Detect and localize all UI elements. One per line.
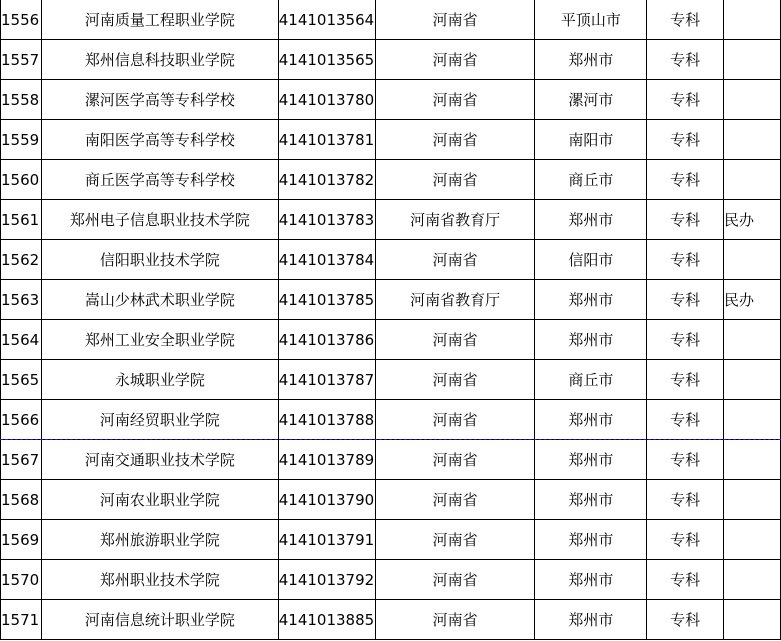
table-row [1, 0, 781, 40]
authority-cell: 河南省 [375, 400, 535, 440]
row-number-cell: 1566 [1, 400, 42, 440]
note-cell [724, 600, 781, 640]
row-number-cell: 1560 [1, 160, 42, 200]
table-body [1, 0, 781, 640]
level-cell: 专科 [647, 360, 724, 400]
school-name-cell: 河南信息统计职业学院 [41, 600, 278, 640]
level-cell: 专科 [647, 600, 724, 640]
row-number-cell: 1567 [1, 440, 42, 480]
school-name-cell: 郑州职业技术学院 [41, 560, 278, 600]
school-name-cell: 河南农业职业学院 [41, 480, 278, 520]
school-code-cell: 4141013784 [278, 240, 375, 280]
school-code-cell: 4141013792 [278, 560, 375, 600]
level-cell: 专科 [647, 440, 724, 480]
city-cell: 郑州市 [535, 560, 647, 600]
school-name-cell: 商丘医学高等专科学校 [41, 160, 278, 200]
city-cell: 漯河市 [535, 80, 647, 120]
note-cell [724, 0, 781, 40]
school-code-cell: 4141013785 [278, 280, 375, 320]
school-code-cell: 4141013791 [278, 520, 375, 560]
city-cell: 郑州市 [535, 400, 647, 440]
school-code-cell: 4141013565 [278, 40, 375, 80]
level-cell: 专科 [647, 200, 724, 240]
table-row [1, 280, 781, 320]
row-number-cell: 1558 [1, 80, 42, 120]
row-number-cell: 1571 [1, 600, 42, 640]
table-row [1, 600, 781, 640]
level-cell: 专科 [647, 120, 724, 160]
city-cell: 南阳市 [535, 120, 647, 160]
table-row [1, 80, 781, 120]
note-cell [724, 80, 781, 120]
city-cell: 商丘市 [535, 160, 647, 200]
city-cell: 郑州市 [535, 520, 647, 560]
note-cell: 民办 [724, 280, 781, 320]
note-cell [724, 520, 781, 560]
table-row [1, 120, 781, 160]
table-row [1, 560, 781, 600]
note-cell [724, 400, 781, 440]
school-name-cell: 河南经贸职业学院 [41, 400, 278, 440]
row-number-cell: 1569 [1, 520, 42, 560]
authority-cell: 河南省 [375, 520, 535, 560]
level-cell: 专科 [647, 80, 724, 120]
level-cell: 专科 [647, 280, 724, 320]
city-cell: 信阳市 [535, 240, 647, 280]
table-row [1, 360, 781, 400]
school-name-cell: 信阳职业技术学院 [41, 240, 278, 280]
row-number-cell: 1563 [1, 280, 42, 320]
school-code-cell: 4141013564 [278, 0, 375, 40]
city-cell: 郑州市 [535, 280, 647, 320]
school-code-cell: 4141013783 [278, 200, 375, 240]
note-cell [724, 560, 781, 600]
note-cell [724, 440, 781, 480]
school-code-cell: 4141013885 [278, 600, 375, 640]
school-name-cell: 漯河医学高等专科学校 [41, 80, 278, 120]
level-cell: 专科 [647, 320, 724, 360]
row-number-cell: 1561 [1, 200, 42, 240]
table-row [1, 480, 781, 520]
city-cell: 郑州市 [535, 40, 647, 80]
authority-cell: 河南省 [375, 80, 535, 120]
school-code-cell: 4141013788 [278, 400, 375, 440]
table-row [1, 40, 781, 80]
school-name-cell: 郑州旅游职业学院 [41, 520, 278, 560]
authority-cell: 河南省 [375, 560, 535, 600]
authority-cell: 河南省 [375, 440, 535, 480]
table-row [1, 320, 781, 360]
table-row [1, 240, 781, 280]
city-cell: 郑州市 [535, 320, 647, 360]
authority-cell: 河南省 [375, 240, 535, 280]
table-row [1, 200, 781, 240]
school-code-cell: 4141013790 [278, 480, 375, 520]
note-cell [724, 160, 781, 200]
authority-cell: 河南省 [375, 600, 535, 640]
authority-cell: 河南省教育厅 [375, 200, 535, 240]
table-row [1, 440, 781, 480]
city-cell: 商丘市 [535, 360, 647, 400]
school-name-cell: 嵩山少林武术职业学院 [41, 280, 278, 320]
level-cell: 专科 [647, 160, 724, 200]
row-number-cell: 1557 [1, 40, 42, 80]
city-cell: 郑州市 [535, 440, 647, 480]
level-cell: 专科 [647, 240, 724, 280]
table-row [1, 160, 781, 200]
city-cell: 郑州市 [535, 480, 647, 520]
level-cell: 专科 [647, 400, 724, 440]
school-code-cell: 4141013786 [278, 320, 375, 360]
school-name-cell: 南阳医学高等专科学校 [41, 120, 278, 160]
row-number-cell: 1568 [1, 480, 42, 520]
school-name-cell: 郑州电子信息职业技术学院 [41, 200, 278, 240]
note-cell [724, 480, 781, 520]
authority-cell: 河南省 [375, 120, 535, 160]
school-name-cell: 永城职业学院 [41, 360, 278, 400]
school-name-cell: 河南质量工程职业学院 [41, 0, 278, 40]
note-cell [724, 40, 781, 80]
table-row [1, 400, 781, 440]
school-name-cell: 河南交通职业技术学院 [41, 440, 278, 480]
level-cell: 专科 [647, 520, 724, 560]
school-code-cell: 4141013787 [278, 360, 375, 400]
authority-cell: 河南省 [375, 0, 535, 40]
row-number-cell: 1559 [1, 120, 42, 160]
level-cell: 专科 [647, 480, 724, 520]
authority-cell: 河南省 [375, 40, 535, 80]
city-cell: 平顶山市 [535, 0, 647, 40]
row-number-cell: 1556 [1, 0, 42, 40]
note-cell [724, 360, 781, 400]
row-number-cell: 1570 [1, 560, 42, 600]
city-cell: 郑州市 [535, 200, 647, 240]
note-cell [724, 120, 781, 160]
level-cell: 专科 [647, 560, 724, 600]
row-number-cell: 1562 [1, 240, 42, 280]
level-cell: 专科 [647, 40, 724, 80]
level-cell: 专科 [647, 0, 724, 40]
school-code-cell: 4141013781 [278, 120, 375, 160]
school-code-cell: 4141013789 [278, 440, 375, 480]
row-number-cell: 1564 [1, 320, 42, 360]
note-cell [724, 240, 781, 280]
table-row [1, 520, 781, 560]
authority-cell: 河南省 [375, 320, 535, 360]
authority-cell: 河南省教育厅 [375, 280, 535, 320]
school-name-cell: 郑州信息科技职业学院 [41, 40, 278, 80]
school-name-cell: 郑州工业安全职业学院 [41, 320, 278, 360]
note-cell: 民办 [724, 200, 781, 240]
school-code-cell: 4141013780 [278, 80, 375, 120]
school-code-cell: 4141013782 [278, 160, 375, 200]
note-cell [724, 320, 781, 360]
authority-cell: 河南省 [375, 360, 535, 400]
city-cell: 郑州市 [535, 600, 647, 640]
row-number-cell: 1565 [1, 360, 42, 400]
authority-cell: 河南省 [375, 480, 535, 520]
page-break-line [0, 439, 781, 440]
authority-cell: 河南省 [375, 160, 535, 200]
